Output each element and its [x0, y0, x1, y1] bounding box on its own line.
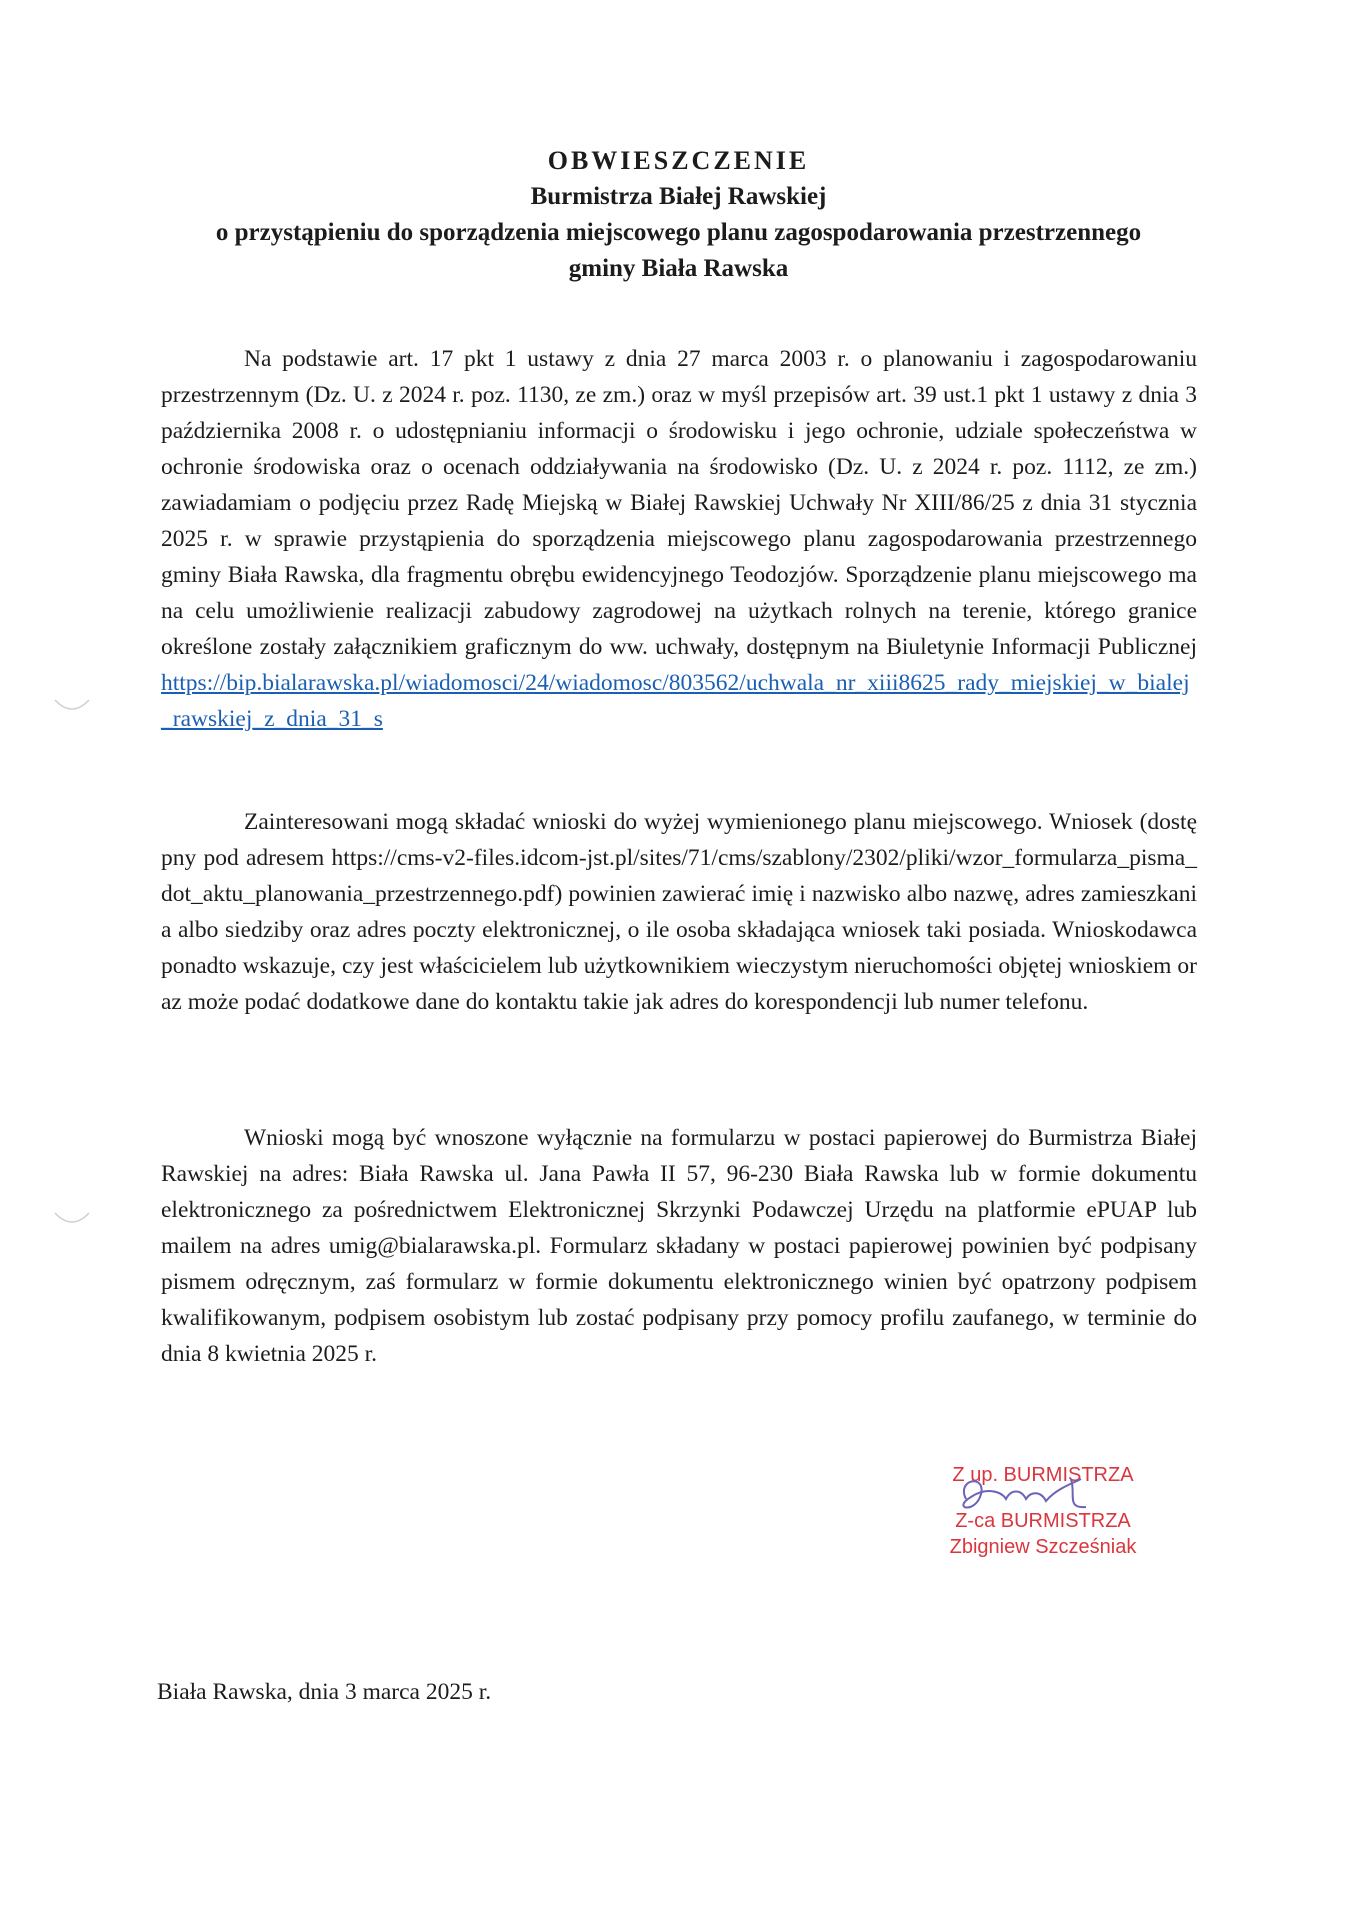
document-subject-line: o przystąpieniu do sporządzenia miejscowego planu zagospodarowania przestrzennego	[215, 219, 1142, 246]
signature-block	[928, 1463, 1158, 1573]
paragraph-applications: Zainteresowani mogą składać wnioski do wyżej wymienionego planu miejscowego. Wniosek (dostępny pod adresem https://cms-v2-files.idcom-jst.pl/sites/71/cms/szablony/2302/pliki/wzor_formularza_pisma_dot_aktu_planowania_przestrzennego.pdf) powinien zawierać imię i nazwisko albo nazwę, adres zamieszkania albo siedziby oraz adres poczty elektronicznej, o ile osoba składająca wniosek taki posiada. Wnioskodawca ponadto wskazuje, czy jest właścicielem lub użytkownikiem wieczystym nieruchomości objętej wnioskiem oraz może podać dodatkowe dane do kontaktu takie jak adres do korespondencji lub numer telefonu.	[161, 809, 1197, 1015]
document-title: OBWIESZCZENIE	[547, 146, 810, 175]
document-subject-line-2: gminy Biała Rawska	[568, 255, 789, 282]
punch-hole-mark-icon	[53, 696, 91, 716]
signature-authority-line: Z up. BURMISTRZA	[952, 1464, 1134, 1486]
bip-resolution-link[interactable]: https://bip.bialarawska.pl/wiadomosci/24/wiadomosc/803562/uchwala_nr_xiii8625_rady_miejskiej_w_bialej_rawskiej_z_dnia_31_s	[161, 670, 1190, 732]
paragraph-submission: Wnioski mogą być wnoszone wyłącznie na formularzu w postaci papierowej do Burmistrza Białej Rawskiej na adres: Biała Rawska ul. Jana Pawła II 57, 96-230 Biała Rawska lub w formie dokumentu elektronicznego za pośrednictwem Elektronicznej Skrzynki Podawczej Urzędu na platformie ePUAP lub mailem na adres umig@bialarawska.pl. Formularz składany w postaci papierowej powinien być podpisany pismem odręcznym, zaś formularz w formie dokumentu elektronicznego winien być opatrzony podpisem kwalifikowanym, podpisem osobistym lub zostać podpisany przy pomocy profilu zaufanego, w terminie do dnia 8 kwietnia 2025 r.	[161, 1125, 1197, 1367]
document-subtitle: Burmistrza Białej Rawskiej	[530, 183, 827, 210]
date-place-line: Biała Rawska, dnia 3 marca 2025 r.	[157, 1679, 492, 1705]
document-header	[160, 143, 1197, 287]
paragraph-legal-basis-text: Na podstawie art. 17 pkt 1 ustawy z dnia 27 marca 2003 r. o planowaniu i zagospodarowaniu przestrzennym (Dz. U. z 2024 r. poz. 1130, ze zm.) oraz w myśl przepisów art. 39 ust.1 pkt 1 ustawy z dnia 3 października 2008 r. o udostępnianiu informacji o środowisku i jego ochronie, udziale społeczeństwa w ochronie środowiska oraz o ocenach oddziaływania na środowisko (Dz. U. z 2024 r. poz. 1112, ze zm.) zawiadamiam o podjęciu przez Radę Miejską w Białej Rawskiej Uchwały Nr XIII/86/25 z dnia 31 stycznia 2025 r. w sprawie przystąpienia do sporządzenia miejscowego planu zagospodarowania przestrzennego gminy Biała Rawska, dla fragmentu obrębu ewidencyjnego Teodozjów. Sporządzenie planu miejscowego ma na celu umożliwienie realizacji zabudowy zagrodowej na użytkach rolnych na terenie, którego granice określone zostały załącznikiem graficznym do ww. uchwały, dostępnym na Biuletynie Informacji Publicznej	[161, 346, 1197, 660]
punch-hole-mark-icon	[53, 1209, 91, 1229]
signature-name-line: Zbigniew Szcześniak	[949, 1536, 1137, 1558]
signature-role-line: Z-ca BURMISTRZA	[955, 1510, 1131, 1532]
paragraph-legal-basis	[161, 341, 1197, 737]
